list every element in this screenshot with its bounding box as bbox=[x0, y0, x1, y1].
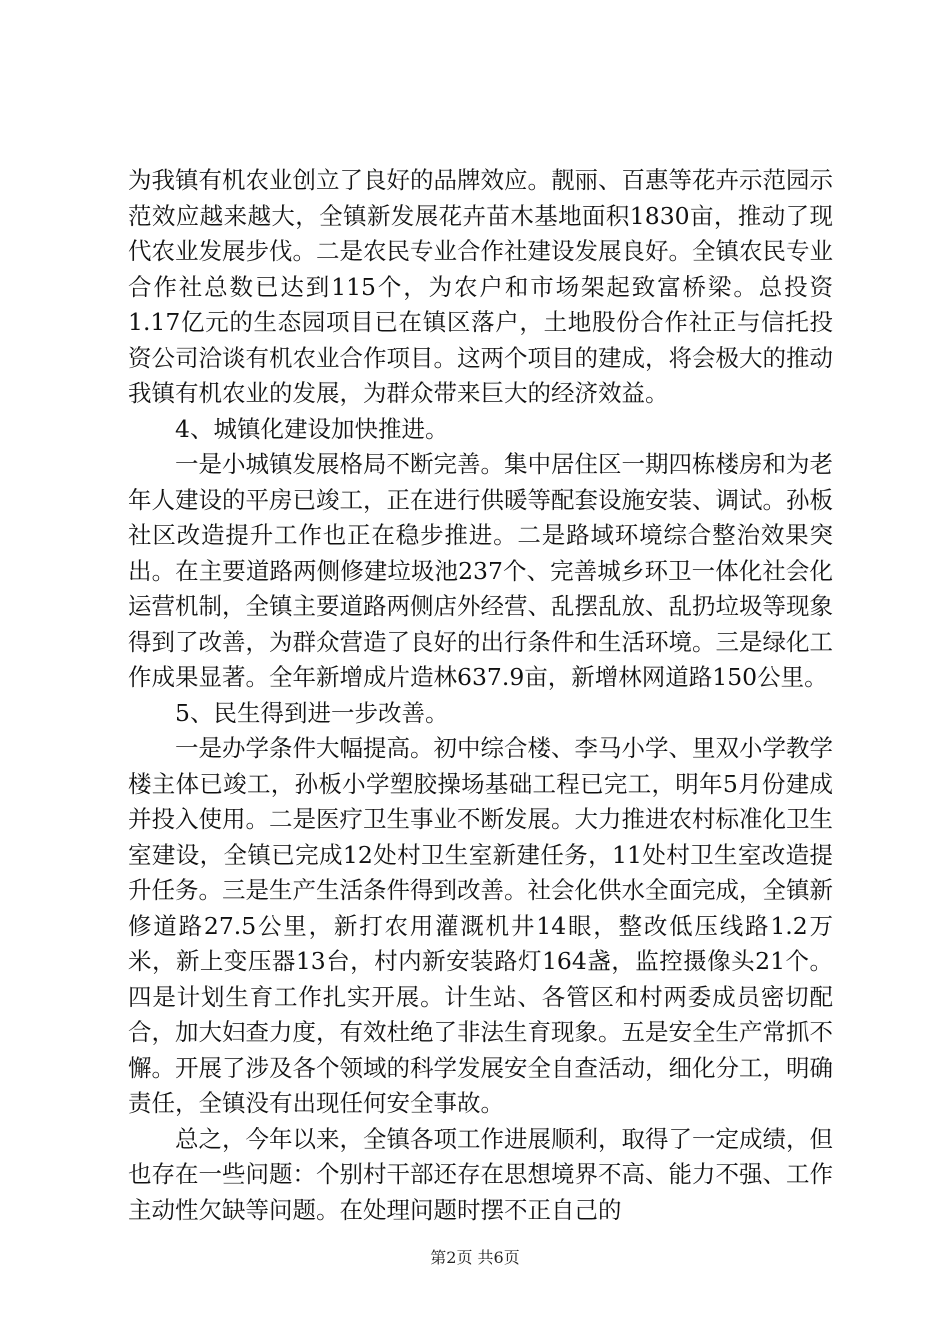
paragraph-urbanization: 一是小城镇发展格局不断完善。集中居住区一期四栋楼房和为老年人建设的平房已竣工，正在进行供暖等配套设施安装、调试。孙板社区改造提升工作也正在稳步推进。二是路域环境综合整治效果突出。在主要道路两侧修建垃圾池237个、完善城乡环卫一体化社会化运营机制，全镇主要道路两侧店外经营、乱摆乱放、乱扔垃圾等现象得到了改善，为群众营造了良好的出行条件和生活环境。三是绿化工作成果显著。全年新增成片造林637.9亩，新增林网道路150公里。 bbox=[128, 450, 833, 691]
heading-livelihood: 5、民生得到进一步改善。 bbox=[175, 698, 449, 727]
paragraph-organic-agriculture: 为我镇有机农业创立了良好的品牌效应。靓丽、百惠等花卉示范园示范效应越来越大，全镇新发展花卉苗木基地面积1830亩，推动了现代农业发展步伐。二是农民专业合作社建设发展良好。全镇农民专业合作社总数已达到115个，为农户和市场架起致富桥梁。总投资1.17亿元的生态园项目已在镇区落户，土地股份合作社正与信托投资公司洽谈有机农业合作项目。这两个项目的建成，将会极大的推动我镇有机农业的发展，为群众带来巨大的经济效益。 bbox=[128, 166, 833, 407]
document-body bbox=[128, 163, 833, 1228]
paragraph-livelihood: 一是办学条件大幅提高。初中综合楼、李马小学、里双小学教学楼主体已竣工，孙板小学塑胶操场基础工程已完工，明年5月份建成并投入使用。二是医疗卫生事业不断发展。大力推进农村标准化卫生室建设，全镇已完成12处村卫生室新建任务，11处村卫生室改造提升任务。三是生产生活条件得到改善。社会化供水全面完成，全镇新修道路27.5公里，新打农用灌溉机井14眼，整改低压线路1.2万米，新上变压器13台，村内新安装路灯164盏，监控摄像头21个。四是计划生育工作扎实开展。计生站、各管区和村两委成员密切配合，加大妇查力度，有效杜绝了非法生育现象。五是安全生产常抓不懈。开展了涉及各个领域的科学发展安全自查活动，细化分工，明确责任，全镇没有出现任何安全事故。 bbox=[128, 734, 833, 1117]
heading-urbanization: 4、城镇化建设加快推进。 bbox=[175, 414, 449, 443]
page-number-footer: 第2页 共6页 bbox=[430, 1248, 520, 1267]
paragraph-summary: 总之，今年以来，全镇各项工作进展顺利，取得了一定成绩，但也存在一些问题：个别村干部还存在思想境界不高、能力不强、工作主动性欠缺等问题。在处理问题时摆不正自己的 bbox=[128, 1124, 833, 1224]
